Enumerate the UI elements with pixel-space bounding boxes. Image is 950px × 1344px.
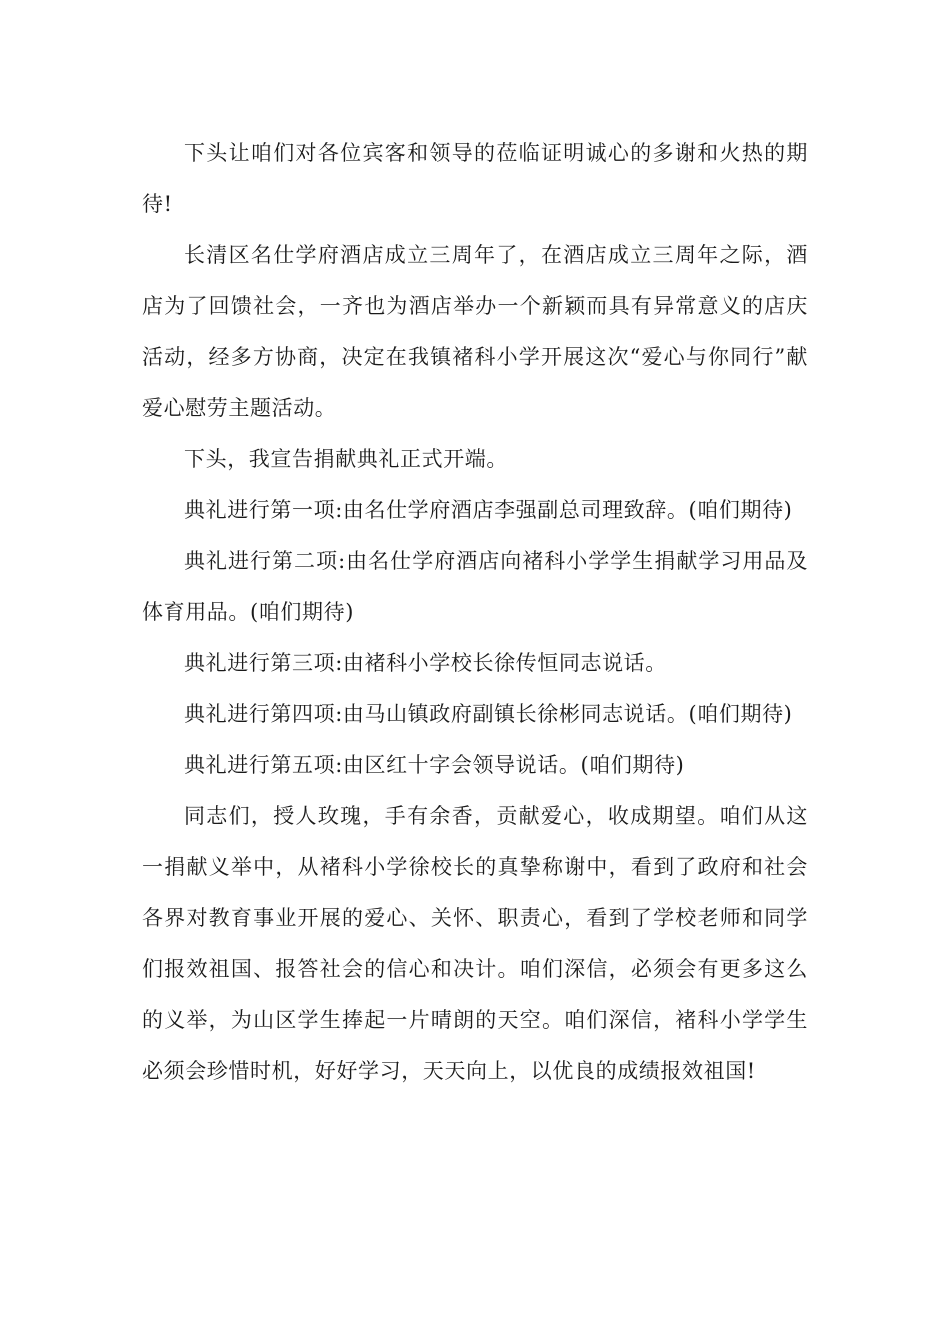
paragraph-item-4: 典礼进行第四项:由马山镇政府副镇长徐彬同志说话。(咱们期待) <box>184 702 793 726</box>
paragraph-item-2: 典礼进行第二项:由名仕学府酒店向褚科小学学生捐献学习用品及体育用品。(咱们期待) <box>142 549 808 624</box>
paragraph-welcome: 下头让咱们对各位宾客和领导的莅临证明诚心的多谢和火热的期待! <box>142 141 808 216</box>
paragraph-item-1: 典礼进行第一项:由名仕学府酒店李强副总司理致辞。(咱们期待) <box>184 498 793 522</box>
paragraph-item-3: 典礼进行第三项:由褚科小学校长徐传恒同志说话。 <box>184 651 667 675</box>
paragraph-background: 长清区名仕学府酒店成立三周年了，在酒店成立三周年之际，酒店为了回馈社会，一齐也为酒店举办一个新颖而具有异常意义的店庆活动，经多方协商，决定在我镇褚科小学开展这次“爱心与你同行”献爱心慰劳主题活动。 <box>142 243 808 420</box>
paragraph-closing: 同志们，授人玫瑰，手有余香，贡献爱心，收成期望。咱们从这一捐献义举中，从褚科小学徐校长的真挚称谢中，看到了政府和社会各界对教育事业开展的爱心、关怀、职责心，看到了学校老师和同学们报效祖国、报答社会的信心和决计。咱们深信，必须会有更多这么的义举，为山区学生捧起一片晴朗的天空。咱们深信，褚科小学学生必须会珍惜时机，好好学习，天天向上，以优良的成绩报效祖国! <box>142 804 808 1083</box>
paragraph-item-5: 典礼进行第五项:由区红十字会领导说话。(咱们期待) <box>184 753 685 777</box>
paragraph-ceremony-start: 下头，我宣告捐献典礼正式开端。 <box>184 447 508 471</box>
